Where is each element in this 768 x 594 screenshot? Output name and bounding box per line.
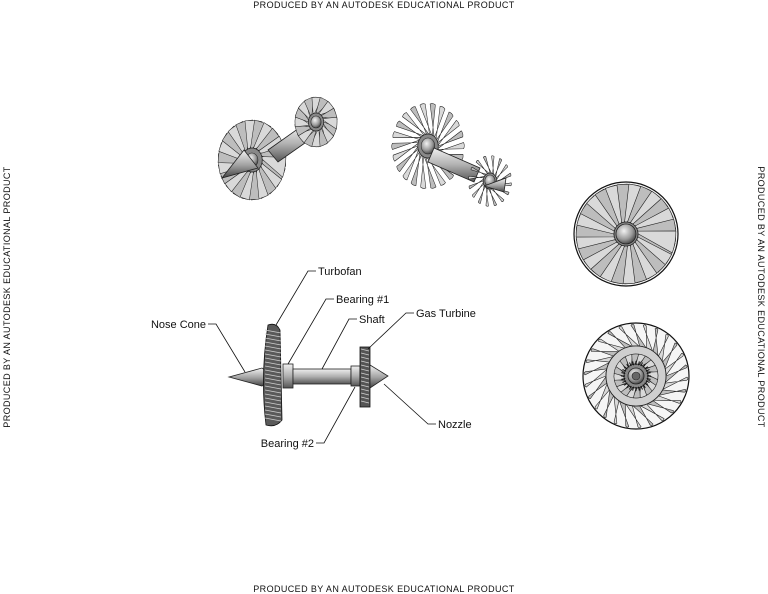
watermark-bottom: PRODUCED BY AN AUTODESK EDUCATIONAL PRODUCT <box>253 584 515 594</box>
watermark-left: PRODUCED BY AN AUTODESK EDUCATIONAL PRODUCT <box>2 166 12 428</box>
shaft <box>293 369 351 384</box>
rear-end-view <box>583 323 689 429</box>
bearing-2 <box>351 366 360 386</box>
label-nose-cone: Nose Cone <box>150 319 206 331</box>
leader-bearing2 <box>316 387 355 443</box>
front-end-view <box>574 182 678 286</box>
leader-bearing1 <box>288 299 334 364</box>
label-shaft: Shaft <box>359 314 385 326</box>
watermark-right: PRODUCED BY AN AUTODESK EDUCATIONAL PRODUCT <box>756 166 766 428</box>
leader-nose-cone <box>208 324 245 372</box>
label-nozzle: Nozzle <box>438 419 472 431</box>
label-turbofan: Turbofan <box>318 266 362 278</box>
leader-nozzle <box>384 384 436 424</box>
gas-turbine-rotor <box>295 97 337 147</box>
bearing-1 <box>283 364 293 388</box>
watermark-top: PRODUCED BY AN AUTODESK EDUCATIONAL PRODUCT <box>253 0 515 10</box>
leader-shaft <box>322 319 357 369</box>
label-gas-turbine: Gas Turbine <box>416 308 476 320</box>
side-elevation-view <box>229 324 388 426</box>
iso-view-front-left <box>218 97 337 200</box>
leader-lines <box>208 271 436 443</box>
turbofan-side <box>263 324 282 426</box>
nozzle <box>370 365 388 388</box>
turbofan-rotor <box>392 104 465 189</box>
leader-turbofan <box>276 271 316 325</box>
gas-turbine-side <box>360 347 370 407</box>
label-bearing-1: Bearing #1 <box>336 294 390 306</box>
iso-view-rear-right <box>392 104 512 207</box>
label-bearing-2: Bearing #2 <box>260 438 314 450</box>
